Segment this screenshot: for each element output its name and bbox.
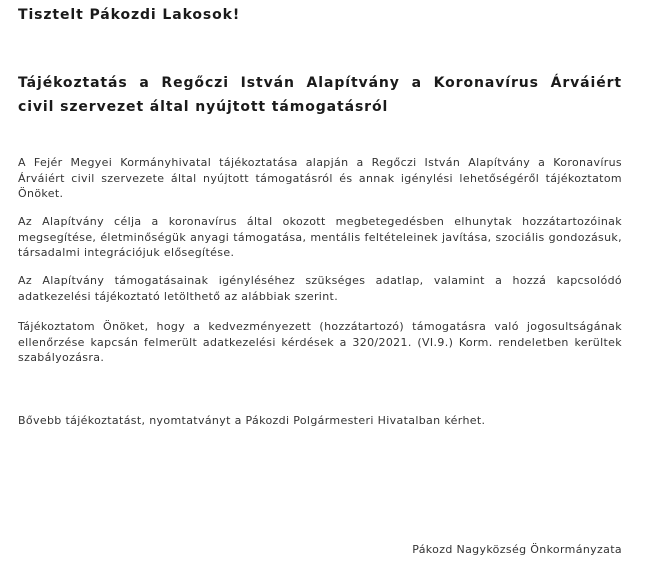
document-title: Tájékoztatás a Regőczi István Alapítvány a Koronavírus Árváiért civil szervezet által nyújtott támogatásról (18, 75, 622, 115)
document-page (18, 0, 622, 569)
signature: Pákozd Nagyközség Önkormányzata (412, 543, 622, 556)
paragraph-foundation-goal: Az Alapítvány célja a koronavírus által okozott megbetegedésben elhunytak hozzátartozóinak megsegítése, életminőségük anyagi támogatása, mentális feltételeinek javítása, szociális gondozásuk, társadalmi integrációjuk elősegítése. (18, 215, 622, 259)
paragraph-application-form: Az Alapítvány támogatásainak igényléséhez szükséges adatlap, valamint a hozzá kapcsolódó adatkezelési tájékoztató letölthető az alábbiak szerint. (18, 274, 622, 303)
paragraph-intro: A Fejér Megyei Kormányhivatal tájékoztatása alapján a Regőczi István Alapítvány a Koronavírus Árváiért civil szervezete által nyújtott támogatásról és annak igénylési lehetőségéről tájékoztatom Önöket. (18, 156, 622, 200)
paragraph-more-info: Bővebb tájékoztatást, nyomtatványt a Pákozdi Polgármesteri Hivatalban kérhet. (18, 414, 486, 427)
paragraph-data-handling: Tájékoztatom Önöket, hogy a kedvezményezett (hozzátartozó) támogatásra való jogosultságának ellenőrzése kapcsán felmerült adatkezelési kérdések a 320/2021. (VI.9.) Korm. rendeletben kerültek szabályozásra. (18, 320, 622, 364)
greeting-heading: Tisztelt Pákozdi Lakosok! (18, 7, 241, 23)
